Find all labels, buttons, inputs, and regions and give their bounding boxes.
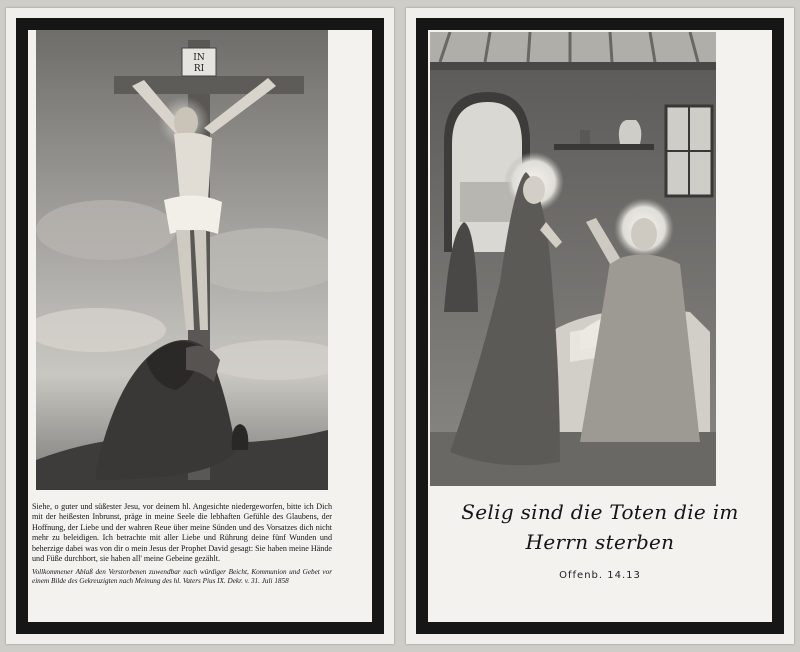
crucifixion-illustration bbox=[36, 30, 328, 490]
svg-text:RI: RI bbox=[193, 64, 205, 74]
holy-family-illustration bbox=[430, 32, 716, 486]
cross-inscription: IN bbox=[193, 53, 205, 63]
motto-line-2: Herrn sterben bbox=[525, 530, 675, 554]
memorial-motto bbox=[406, 500, 794, 554]
motto-line-1: Selig sind die Toten die im bbox=[461, 500, 739, 524]
prayer-text-block bbox=[32, 502, 332, 586]
right-prayer-card bbox=[406, 8, 794, 644]
bible-verse-reference: Offenb. 14.13 bbox=[559, 570, 641, 581]
left-prayer-card bbox=[6, 8, 394, 644]
indulgence-note: Vollkommener Ablaß den Verstorbenen zuwendbar nach würdiger Beicht, Kommunion und Gebet vor einem Bilde des Gekreuzigten nach Meinung des hl. Vaters Pius IX. Dekr. v. 31. Juli 1858 bbox=[32, 568, 332, 586]
death-of-joseph-image bbox=[430, 32, 716, 486]
crucifixion-image bbox=[36, 30, 328, 490]
prayer-text: Siehe, o guter und süßester Jesu, vor deinem hl. Angesichte niedergeworfen, bitte ich Dich mit der heißesten Inbrunst, präge in meine Seele die lebhaften Gefühle des Glaubens, der Hoffnung, der Liebe und der wahren Reue über meine Sünden und des Vorsatzes dich nicht mehr zu beleidigen. Ich betrachte mit aller Liebe und Rührung deine fünf Wunden und beherzige dabei was von dir o mein Jesus der Prophet David gesagt: Sie haben meine Hände und Füße durchbort, sie haben all' meine Gebeine gezählt. bbox=[32, 502, 332, 564]
